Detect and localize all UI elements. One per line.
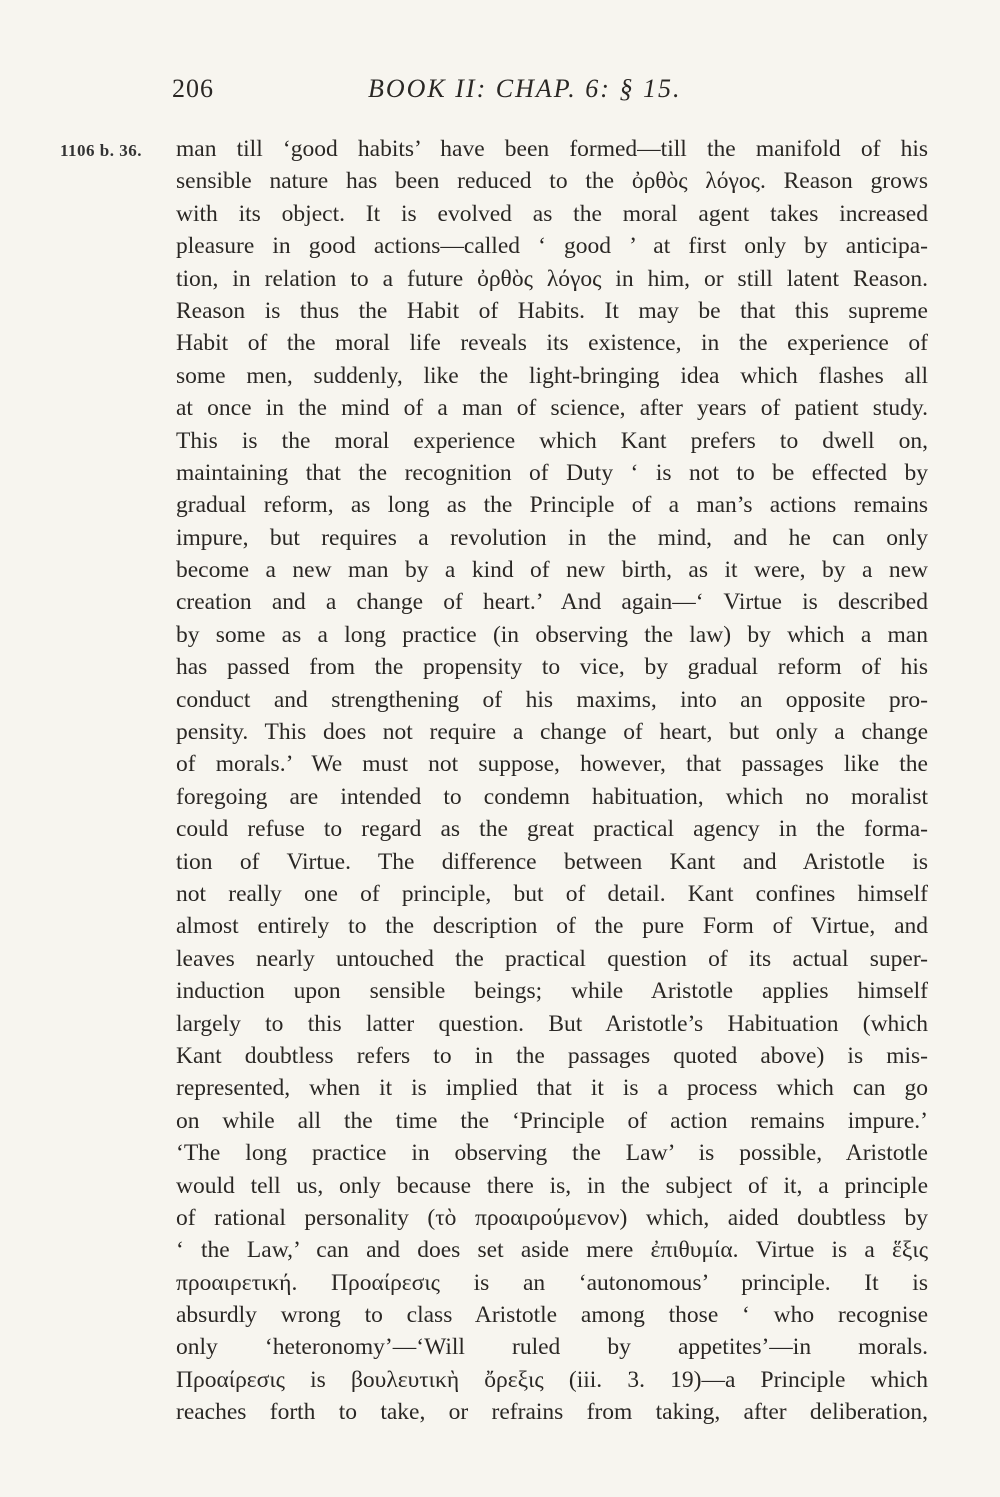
text-line: some men, suddenly, like the light-bringing idea which flashes all <box>176 362 928 389</box>
text-line: by some as a long practice (in observing the law) by which a man <box>176 621 928 648</box>
text-line: of rational personality (τὸ προαιρούμενον) which, aided doubtless by <box>176 1204 928 1231</box>
text-line: reaches forth to take, or refrains from taking, after deliberation, <box>176 1399 928 1426</box>
text-line: represented, when it is implied that it is a process which can go <box>176 1075 928 1102</box>
page-number: 206 <box>172 74 214 103</box>
text-line: pensity. This does not require a change of heart, but only a change <box>176 719 928 746</box>
text-line: largely to this latter question. But Aristotle’s Habituation (which <box>176 1010 928 1037</box>
text-line: ‘ the Law,’ can and does set aside mere ἐπιθυμία. Virtue is a ἕξις <box>176 1237 928 1264</box>
text-line: with its object. It is evolved as the moral agent takes increased <box>176 200 928 227</box>
text-line: could refuse to regard as the great practical agency in the forma- <box>176 816 928 843</box>
text-line: at once in the mind of a man of science, after years of patient study. <box>176 395 928 422</box>
text-line: on while all the time the ‘Principle of action remains impure.’ <box>176 1107 928 1134</box>
text-line: Προαίρεσις is βουλευτικὴ ὄρεξις (iii. 3. 19)—a Principle which <box>176 1366 928 1393</box>
text-line: Habit of the moral life reveals its existence, in the experience of <box>176 330 928 357</box>
text-line: creation and a change of heart.’ And again—‘ Virtue is described <box>176 589 928 616</box>
running-head <box>0 74 1000 114</box>
text-line: gradual reform, as long as the Principle of a man’s actions remains <box>176 492 928 519</box>
text-line: leaves nearly untouched the practical question of its actual super- <box>176 945 928 972</box>
text-line: has passed from the propensity to vice, by gradual reform of his <box>176 654 928 681</box>
text-line: tion of Virtue. The difference between Kant and Aristotle is <box>176 848 928 875</box>
text-line: tion, in relation to a future ὀρθὸς λόγος in him, or still latent Reason. <box>176 265 928 292</box>
body-text <box>176 133 928 1429</box>
text-line: would tell us, only because there is, in the subject of it, a principle <box>176 1172 928 1199</box>
text-line: almost entirely to the description of the pure Form of Virtue, and <box>176 913 928 940</box>
text-line: of morals.’ We must not suppose, however, that passages like the <box>176 751 928 778</box>
text-line: impure, but requires a revolution in the mind, and he can only <box>176 524 928 551</box>
text-line: ‘The long practice in observing the Law’ is possible, Aristotle <box>176 1140 928 1167</box>
text-line: Reason is thus the Habit of Habits. It may be that this supreme <box>176 297 928 324</box>
text-line: only ‘heteronomy’—‘Will ruled by appetites’—in morals. <box>176 1334 928 1361</box>
text-line: absurdly wrong to class Aristotle among those ‘ who recognise <box>176 1302 928 1329</box>
text-line: man till ‘good habits’ have been formed—till the manifold of his <box>176 136 928 162</box>
text-line: pleasure in good actions—called ‘ good ’ at first only by anticipa- <box>176 233 928 260</box>
text-line: become a new man by a kind of new birth, as it were, by a new <box>176 557 928 584</box>
text-line: not really one of principle, but of detail. Kant confines himself <box>176 880 928 907</box>
running-title: BOOK II: CHAP. 6: § 15. <box>368 74 682 103</box>
text-line: maintaining that the recognition of Duty ‘ is not to be effected by <box>176 459 928 486</box>
text-line: conduct and strengthening of his maxims, into an opposite pro- <box>176 686 928 713</box>
text-line: Kant doubtless refers to in the passages quoted above) is mis- <box>176 1042 928 1069</box>
text-line: This is the moral experience which Kant prefers to dwell on, <box>176 427 928 454</box>
text-line: induction upon sensible beings; while Aristotle applies himself <box>176 978 928 1005</box>
margin-reference: 1106 b. 36. <box>60 141 143 160</box>
text-line: sensible nature has been reduced to the ὀρθὸς λόγος. Reason grows <box>176 168 928 195</box>
text-line: προαιρετική. Προαίρεσις is an ‘autonomous’ principle. It is <box>176 1269 928 1296</box>
text-line: foregoing are intended to condemn habituation, which no moralist <box>176 783 928 810</box>
